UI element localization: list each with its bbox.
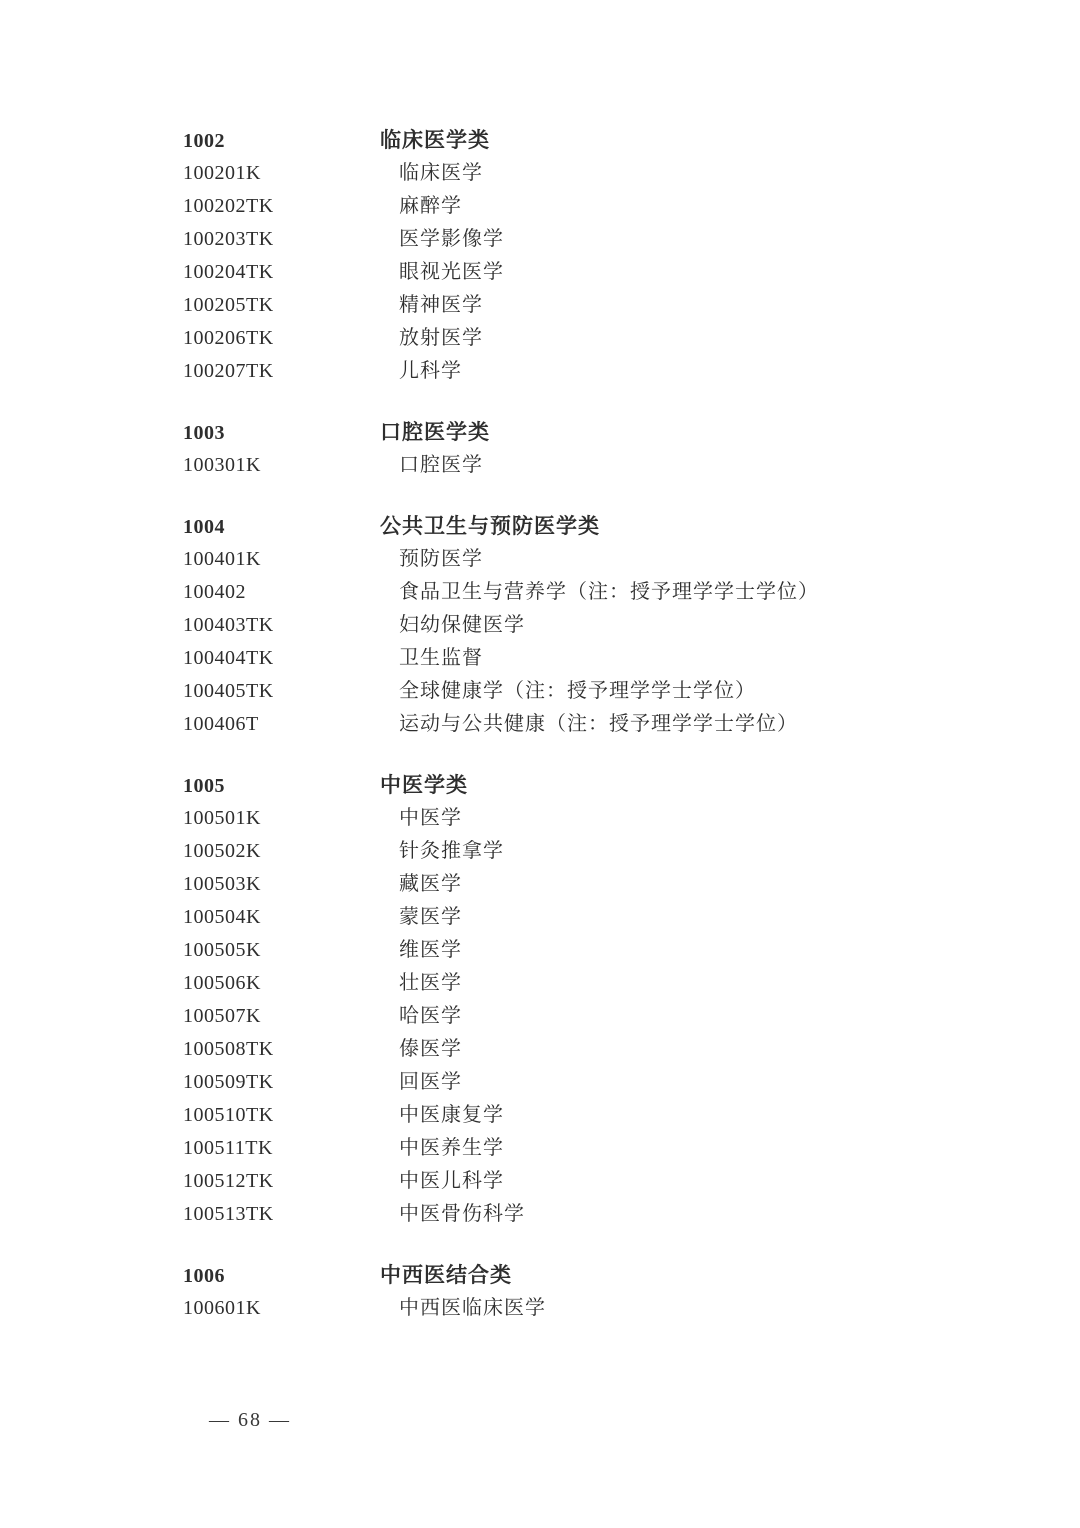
major-code: 100508TK xyxy=(183,1038,274,1060)
major-name: 卫生监督 xyxy=(399,647,483,669)
major-code: 100205TK xyxy=(183,294,274,316)
major-code: 100404TK xyxy=(183,647,274,669)
major-code: 100506K xyxy=(183,972,261,994)
major-name: 壮医学 xyxy=(399,972,462,994)
major-code: 100502K xyxy=(183,840,261,862)
category-code: 1002 xyxy=(183,130,225,152)
major-name: 麻醉学 xyxy=(399,195,462,217)
major-code: 100509TK xyxy=(183,1071,274,1093)
major-code: 100403TK xyxy=(183,614,274,636)
major-code: 100207TK xyxy=(183,360,274,382)
category-header-row xyxy=(183,510,1023,543)
major-name: 蒙医学 xyxy=(399,906,462,928)
major-name: 口腔医学 xyxy=(399,454,483,476)
major-name: 妇幼保健医学 xyxy=(399,614,525,636)
major-catalog xyxy=(183,124,1023,1325)
major-row xyxy=(183,1292,1023,1325)
majors-list xyxy=(183,802,1023,1231)
major-row xyxy=(183,256,1023,289)
majors-list xyxy=(183,543,1023,741)
majors-list xyxy=(183,449,1023,482)
major-name: 临床医学 xyxy=(399,162,483,184)
majors-list xyxy=(183,157,1023,388)
major-code: 100406T xyxy=(183,713,259,735)
major-name: 中医学 xyxy=(399,807,462,829)
major-code: 100503K xyxy=(183,873,261,895)
major-code: 100405TK xyxy=(183,680,274,702)
major-code: 100512TK xyxy=(183,1170,274,1192)
major-name: 放射医学 xyxy=(399,327,483,349)
major-name: 中西医临床医学 xyxy=(399,1297,546,1319)
major-row xyxy=(183,967,1023,1000)
category-title: 中西医结合类 xyxy=(380,1264,512,1287)
major-name: 医学影像学 xyxy=(399,228,504,250)
major-name: 全球健康学（注：授予理学学士学位） xyxy=(399,680,756,702)
majors-list xyxy=(183,1292,1023,1325)
major-code: 100507K xyxy=(183,1005,261,1027)
major-name: 中医儿科学 xyxy=(399,1170,504,1192)
major-code: 100511TK xyxy=(183,1137,273,1159)
major-row xyxy=(183,543,1023,576)
major-code: 100504K xyxy=(183,906,261,928)
major-row xyxy=(183,901,1023,934)
major-row xyxy=(183,289,1023,322)
major-code: 100206TK xyxy=(183,327,274,349)
major-code: 100201K xyxy=(183,162,261,184)
major-row xyxy=(183,835,1023,868)
major-name: 回医学 xyxy=(399,1071,462,1093)
major-name: 中医骨伤科学 xyxy=(399,1203,525,1225)
major-name: 中医养生学 xyxy=(399,1137,504,1159)
category-code: 1003 xyxy=(183,422,225,444)
category-title: 公共卫生与预防医学类 xyxy=(380,515,600,538)
major-code: 100513TK xyxy=(183,1203,274,1225)
major-row xyxy=(183,708,1023,741)
major-name: 针灸推拿学 xyxy=(399,840,504,862)
major-name: 精神医学 xyxy=(399,294,483,316)
major-code: 100505K xyxy=(183,939,261,961)
category-code: 1004 xyxy=(183,516,225,538)
major-row xyxy=(183,642,1023,675)
major-name: 哈医学 xyxy=(399,1005,462,1027)
major-name: 维医学 xyxy=(399,939,462,961)
category-code: 1005 xyxy=(183,775,225,797)
category-title: 中医学类 xyxy=(380,774,468,797)
major-code: 100601K xyxy=(183,1297,261,1319)
category-title: 口腔医学类 xyxy=(380,421,490,444)
major-code: 100402 xyxy=(183,581,246,603)
major-row xyxy=(183,675,1023,708)
major-row xyxy=(183,157,1023,190)
category-header-row xyxy=(183,124,1023,157)
major-row xyxy=(183,934,1023,967)
major-code: 100510TK xyxy=(183,1104,274,1126)
category-section xyxy=(183,769,1023,1231)
category-section xyxy=(183,124,1023,388)
category-header-row xyxy=(183,1259,1023,1292)
category-header-row xyxy=(183,416,1023,449)
major-name: 食品卫生与营养学（注：授予理学学士学位） xyxy=(399,581,819,603)
category-title: 临床医学类 xyxy=(380,129,490,152)
major-name: 运动与公共健康（注：授予理学学士学位） xyxy=(399,713,798,735)
major-row xyxy=(183,802,1023,835)
major-name: 傣医学 xyxy=(399,1038,462,1060)
major-code: 100202TK xyxy=(183,195,274,217)
page-footer xyxy=(160,1406,340,1434)
major-name: 中医康复学 xyxy=(399,1104,504,1126)
major-code: 100204TK xyxy=(183,261,274,283)
major-row xyxy=(183,1165,1023,1198)
major-code: 100301K xyxy=(183,454,261,476)
major-row xyxy=(183,355,1023,388)
major-row xyxy=(183,609,1023,642)
category-code: 1006 xyxy=(183,1265,225,1287)
major-code: 100401K xyxy=(183,548,261,570)
major-name: 儿科学 xyxy=(399,360,462,382)
major-code: 100203TK xyxy=(183,228,274,250)
major-row xyxy=(183,223,1023,256)
page-number: — 68 — xyxy=(209,1409,291,1431)
major-row xyxy=(183,1198,1023,1231)
category-section xyxy=(183,1259,1023,1325)
major-row xyxy=(183,868,1023,901)
major-row xyxy=(183,322,1023,355)
major-row xyxy=(183,576,1023,609)
category-section xyxy=(183,416,1023,482)
major-row xyxy=(183,1099,1023,1132)
major-row xyxy=(183,1000,1023,1033)
category-section xyxy=(183,510,1023,741)
major-name: 预防医学 xyxy=(399,548,483,570)
major-row xyxy=(183,449,1023,482)
catalog-sections xyxy=(183,124,1023,1325)
major-name: 眼视光医学 xyxy=(399,261,504,283)
major-row xyxy=(183,1066,1023,1099)
category-header-row xyxy=(183,769,1023,802)
major-code: 100501K xyxy=(183,807,261,829)
major-row xyxy=(183,1132,1023,1165)
major-row xyxy=(183,1033,1023,1066)
major-name: 藏医学 xyxy=(399,873,462,895)
major-row xyxy=(183,190,1023,223)
